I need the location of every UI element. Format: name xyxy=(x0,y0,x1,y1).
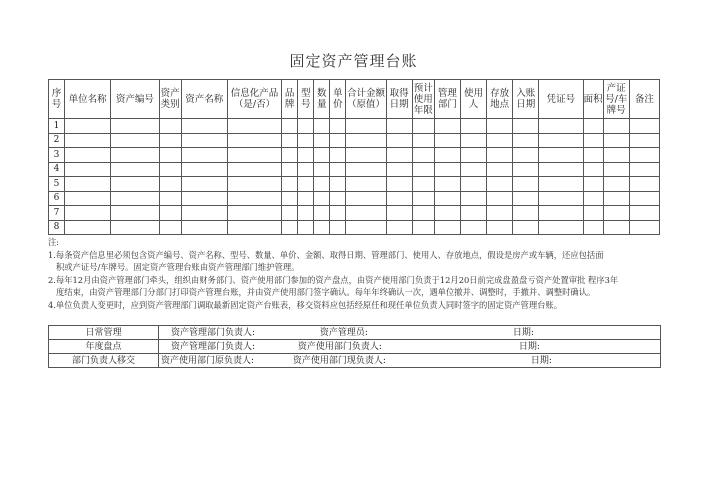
table-cell xyxy=(434,162,460,177)
col-header: 资产编号 xyxy=(111,80,159,119)
table-cell xyxy=(346,206,386,221)
table-cell xyxy=(629,177,659,192)
table-cell xyxy=(513,220,539,235)
table-cell xyxy=(386,177,412,192)
table-cell xyxy=(412,191,434,206)
table-cell xyxy=(282,119,298,134)
note-1-cont: 积或产证号/车牌号。固定资产管理台账由资产管理部门维护管理。 xyxy=(56,262,300,272)
table-cell xyxy=(629,133,659,148)
page-title: 固定资产管理台账 xyxy=(289,52,418,70)
notes-label: 注: xyxy=(48,237,60,247)
table-cell xyxy=(227,206,281,221)
table-cell xyxy=(386,119,412,134)
table-cell xyxy=(65,119,111,134)
table-cell xyxy=(181,133,227,148)
table-cell xyxy=(346,133,386,148)
signoff-date: 日期: xyxy=(530,355,552,366)
table-cell xyxy=(330,206,346,221)
table-cell xyxy=(412,148,434,163)
table-cell xyxy=(65,148,111,163)
table-cell xyxy=(330,220,346,235)
signoff-row-daily xyxy=(49,326,661,340)
table-cell xyxy=(412,206,434,221)
signoff-field: 资产使用部门负责人: xyxy=(297,341,382,352)
table-row xyxy=(49,191,660,206)
signoff-field: 资产管理部门负责人: xyxy=(171,327,256,338)
table-cell xyxy=(513,206,539,221)
signoff-label: 年度盘点 xyxy=(49,340,159,354)
table-cell xyxy=(330,119,346,134)
col-header: 产证号/车牌号 xyxy=(603,80,629,119)
table-cell xyxy=(629,148,659,163)
table-cell xyxy=(487,119,513,134)
table-cell xyxy=(412,119,434,134)
table-row xyxy=(49,148,660,163)
table-cell xyxy=(227,177,281,192)
table-cell xyxy=(603,206,629,221)
row-number: 8 xyxy=(49,220,65,235)
table-cell xyxy=(434,206,460,221)
table-cell xyxy=(181,162,227,177)
col-header: 资产类别 xyxy=(159,80,181,119)
table-cell xyxy=(513,133,539,148)
table-cell xyxy=(298,177,314,192)
signoff-fields xyxy=(159,326,661,340)
table-cell xyxy=(282,177,298,192)
col-header: 取得日期 xyxy=(386,80,412,119)
table-cell xyxy=(181,220,227,235)
col-header: 管理部门 xyxy=(434,80,460,119)
table-cell xyxy=(111,206,159,221)
col-header: 存放地点 xyxy=(487,80,513,119)
table-cell xyxy=(282,148,298,163)
table-cell xyxy=(583,191,603,206)
table-cell xyxy=(460,119,486,134)
table-cell xyxy=(227,148,281,163)
table-cell xyxy=(460,148,486,163)
col-header: 资产名称 xyxy=(181,80,227,119)
table-row xyxy=(49,133,660,148)
table-cell xyxy=(181,191,227,206)
table-cell xyxy=(487,148,513,163)
notes-section xyxy=(48,236,663,311)
table-cell xyxy=(412,220,434,235)
col-header: 入账日期 xyxy=(513,80,539,119)
table-cell xyxy=(298,162,314,177)
table-cell xyxy=(346,177,386,192)
table-cell xyxy=(65,191,111,206)
table-cell xyxy=(460,220,486,235)
table-cell xyxy=(629,191,659,206)
table-cell xyxy=(314,177,330,192)
table-cell xyxy=(434,133,460,148)
table-cell xyxy=(346,191,386,206)
header-row xyxy=(49,80,660,119)
col-header: 凭证号 xyxy=(539,80,583,119)
table-cell xyxy=(227,119,281,134)
signoff-row-handover xyxy=(49,354,661,368)
signoff-table xyxy=(48,325,661,368)
note-2: 2.每年12月由资产管理部门牵头，组织由财务部门、资产使用部门参加的资产盘点，由资产使用部门负责于12月20日前完成盘盈盘亏资产处置审批 程序3年 xyxy=(48,274,619,285)
table-cell xyxy=(159,191,181,206)
table-row xyxy=(49,177,660,192)
table-cell xyxy=(181,206,227,221)
table-cell xyxy=(539,162,583,177)
signoff-row-annual xyxy=(49,340,661,354)
col-header: 预计使用年限 xyxy=(412,80,434,119)
table-cell xyxy=(629,119,659,134)
table-cell xyxy=(386,206,412,221)
table-cell xyxy=(539,148,583,163)
table-cell xyxy=(159,133,181,148)
row-number: 5 xyxy=(49,177,65,192)
table-cell xyxy=(629,162,659,177)
col-header: 备注 xyxy=(629,80,659,119)
table-cell xyxy=(282,220,298,235)
table-cell xyxy=(539,177,583,192)
table-cell xyxy=(111,133,159,148)
table-cell xyxy=(487,162,513,177)
table-cell xyxy=(227,191,281,206)
table-cell xyxy=(460,177,486,192)
table-cell xyxy=(460,162,486,177)
note-1: 1.每条资产信息里必须包含资产编号、资产名称、型号、数量、单价、金额、取得日期、管理部门、使用人、存放地点，假设是房产或车辆，还应包括面 xyxy=(48,249,604,260)
table-cell xyxy=(227,220,281,235)
table-cell xyxy=(65,177,111,192)
table-cell xyxy=(487,220,513,235)
table-cell xyxy=(460,206,486,221)
table-cell xyxy=(181,148,227,163)
table-cell xyxy=(539,220,583,235)
table-cell xyxy=(314,148,330,163)
table-cell xyxy=(298,220,314,235)
row-number: 6 xyxy=(49,191,65,206)
col-header: 型号 xyxy=(298,80,314,119)
table-cell xyxy=(386,220,412,235)
row-number: 3 xyxy=(49,148,65,163)
table-cell xyxy=(434,220,460,235)
table-cell xyxy=(603,220,629,235)
table-cell xyxy=(583,220,603,235)
table-cell xyxy=(434,148,460,163)
table-cell xyxy=(159,162,181,177)
table-cell xyxy=(159,206,181,221)
table-cell xyxy=(603,148,629,163)
col-header: 序号 xyxy=(49,80,65,119)
row-number: 1 xyxy=(49,119,65,134)
table-cell xyxy=(539,133,583,148)
table-cell xyxy=(298,148,314,163)
table-cell xyxy=(330,162,346,177)
note-3: 4.单位负责人变更时，应到资产管理部门调取最新固定资产台账表，移交资料应包括经原任和现任单位负责人同时签字的固定资产管理台账。 xyxy=(48,299,563,310)
table-cell xyxy=(487,191,513,206)
col-header: 信息化产品（是/否） xyxy=(227,80,281,119)
table-cell xyxy=(434,191,460,206)
table-cell xyxy=(282,133,298,148)
col-header: 单位名称 xyxy=(65,80,111,119)
table-cell xyxy=(434,119,460,134)
table-cell xyxy=(513,119,539,134)
signoff-field: 资产管理员: xyxy=(319,327,368,338)
table-cell xyxy=(412,177,434,192)
table-cell xyxy=(111,119,159,134)
table-cell xyxy=(583,162,603,177)
note-2-cont: 度结束，由资产管理部门分部门打印资产管理台账，并由资产使用部门签字确认。每年年终确认一次，遇单位撤并、调整时，手撤并、调整时确认。 xyxy=(56,287,596,297)
table-cell xyxy=(314,119,330,134)
row-number: 2 xyxy=(49,133,65,148)
table-cell xyxy=(487,133,513,148)
table-cell xyxy=(386,191,412,206)
table-cell xyxy=(282,206,298,221)
table-cell xyxy=(346,148,386,163)
signoff-date: 日期: xyxy=(518,341,540,352)
table-cell xyxy=(330,177,346,192)
table-cell xyxy=(629,206,659,221)
signoff-field: 资产使用部门原负责人: xyxy=(161,355,255,366)
signoff-label: 部门负责人移交 xyxy=(49,354,159,368)
table-cell xyxy=(159,148,181,163)
table-cell xyxy=(460,191,486,206)
table-cell xyxy=(513,177,539,192)
table-cell xyxy=(603,133,629,148)
table-cell xyxy=(434,177,460,192)
table-row xyxy=(49,119,660,134)
table-cell xyxy=(111,162,159,177)
table-cell xyxy=(314,162,330,177)
table-cell xyxy=(111,148,159,163)
signoff-field: 资产使用部门现负责人: xyxy=(292,355,386,366)
table-cell xyxy=(159,177,181,192)
table-cell xyxy=(314,133,330,148)
col-header: 品牌 xyxy=(282,80,298,119)
signoff-fields xyxy=(159,340,661,354)
table-cell xyxy=(181,119,227,134)
table-cell xyxy=(386,148,412,163)
table-row xyxy=(49,162,660,177)
table-cell xyxy=(181,177,227,192)
table-cell xyxy=(314,220,330,235)
table-cell xyxy=(386,133,412,148)
table-cell xyxy=(298,119,314,134)
table-row xyxy=(49,206,660,221)
table-cell xyxy=(111,177,159,192)
table-cell xyxy=(603,191,629,206)
table-cell xyxy=(65,162,111,177)
table-cell xyxy=(159,220,181,235)
table-cell xyxy=(282,162,298,177)
table-cell xyxy=(65,133,111,148)
table-cell xyxy=(539,119,583,134)
table-cell xyxy=(412,133,434,148)
signoff-date: 日期: xyxy=(512,327,534,338)
table-cell xyxy=(539,206,583,221)
table-cell xyxy=(346,220,386,235)
table-cell xyxy=(65,220,111,235)
table-cell xyxy=(460,133,486,148)
table-cell xyxy=(513,148,539,163)
col-header: 使用人 xyxy=(460,80,486,119)
table-cell xyxy=(298,206,314,221)
table-cell xyxy=(227,162,281,177)
signoff-fields xyxy=(159,354,661,368)
row-number: 7 xyxy=(49,206,65,221)
col-header: 合计金额（原值） xyxy=(346,80,386,119)
col-header: 单价 xyxy=(330,80,346,119)
table-cell xyxy=(412,162,434,177)
table-cell xyxy=(487,206,513,221)
table-cell xyxy=(111,220,159,235)
table-cell xyxy=(65,206,111,221)
table-cell xyxy=(603,162,629,177)
table-cell xyxy=(603,177,629,192)
table-cell xyxy=(330,148,346,163)
table-cell xyxy=(282,191,298,206)
table-cell xyxy=(603,119,629,134)
table-cell xyxy=(298,191,314,206)
table-cell xyxy=(487,177,513,192)
table-cell xyxy=(583,133,603,148)
table-cell xyxy=(513,162,539,177)
table-cell xyxy=(583,206,603,221)
table-cell xyxy=(314,206,330,221)
col-header: 数量 xyxy=(314,80,330,119)
table-cell xyxy=(330,191,346,206)
table-cell xyxy=(346,162,386,177)
table-row xyxy=(49,220,660,235)
table-cell xyxy=(111,191,159,206)
table-cell xyxy=(314,191,330,206)
table-cell xyxy=(298,133,314,148)
table-cell xyxy=(346,119,386,134)
signoff-label: 日常管理 xyxy=(49,326,159,340)
table-cell xyxy=(513,191,539,206)
table-cell xyxy=(386,162,412,177)
table-cell xyxy=(583,119,603,134)
table-cell xyxy=(583,148,603,163)
table-cell xyxy=(539,191,583,206)
asset-ledger-table xyxy=(48,79,660,235)
table-cell xyxy=(330,133,346,148)
signoff-field: 资产管理部门负责人: xyxy=(171,341,256,352)
row-number: 4 xyxy=(49,162,65,177)
table-cell xyxy=(629,220,659,235)
table-cell xyxy=(227,133,281,148)
col-header: 面积 xyxy=(583,80,603,119)
table-cell xyxy=(583,177,603,192)
table-cell xyxy=(159,119,181,134)
